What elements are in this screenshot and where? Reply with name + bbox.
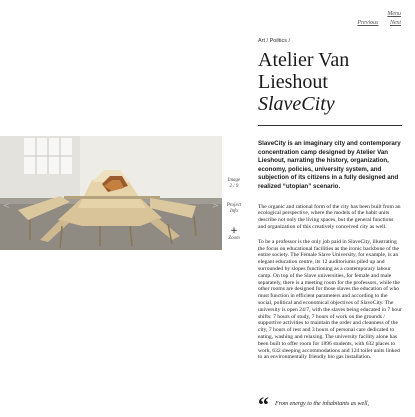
lead-paragraph: SlaveCity is an imaginary city and contemporary concentration camp designed by Atelier Van Lieshout, narrating the history, organization, economy, policies, university system, and subjection of its citizens in a fully designed and realized “utopian” scenario. (258, 140, 401, 190)
body-paragraph: The organic and rational form of the city has been built from an ecological perspective, where the models of the habit units describe not only the living spaces, but the general functions and organization of this creatively conceived city as well. (258, 203, 401, 230)
pull-quote-text: From energy to the inhabitants as well, (275, 401, 370, 407)
zoom-label: Zoom (228, 236, 240, 241)
title-divider (258, 125, 402, 126)
project-info-link[interactable]: Project Info (226, 203, 242, 214)
next-link[interactable]: Next (390, 20, 401, 26)
top-navigation (347, 10, 401, 28)
image-counter (226, 178, 242, 190)
image-counter-label: Image (227, 178, 241, 183)
pull-quote (258, 392, 408, 417)
body-paragraph: To be a professor is the only job paid in SlaveCity, illustrating the focus on educational facilities as the ironic backbone of the entire society. The Female Slave University, for example, is an elegant education centre, its 12 auditoriums piled up and surrounded by slopes functioning as a contemporary labour camp. On top of the Slave universities, for female and male separately, there is a meeting room for the professors, while the other rooms are designed for those slaves the education of who must function in efficient parameters and according to the social, political and economical objectives of SlaveCity. The university is open 24/7, with the slaves being educated in 7 hour shifts: 7 hours of study, 7 hours of work on the grounds / supportive activities to maintain the order and cleanness of the city, 7 hours of rest and 3 hours of personal care dedicated to eating, washing and relaxing. The university facility alone has been built to offer room for 1896 students, with 632 places to work, 632 sleeping accommodations and 124 toilet units linked to an environmentally friendly bio gas installation. (258, 238, 402, 361)
artwork-photo (0, 136, 222, 250)
zoom-plus-icon: + (230, 226, 238, 236)
slave-university-model-image (0, 136, 222, 250)
menu-link[interactable]: Menu (387, 11, 401, 17)
previous-link[interactable]: Previous (357, 20, 379, 26)
image-counter-value: 2 / 9 (229, 184, 239, 189)
article (258, 38, 402, 361)
zoom-button[interactable] (226, 227, 242, 242)
work-title: SlaveCity (258, 93, 335, 115)
breadcrumb[interactable]: Art / Politics / (258, 38, 291, 44)
previous-image-arrow[interactable]: < (3, 201, 10, 210)
next-image-arrow[interactable]: > (212, 201, 219, 210)
quote-mark-icon: “ (258, 392, 269, 417)
page-title (258, 49, 402, 115)
artist-name: Atelier Van Lieshout (258, 49, 350, 93)
